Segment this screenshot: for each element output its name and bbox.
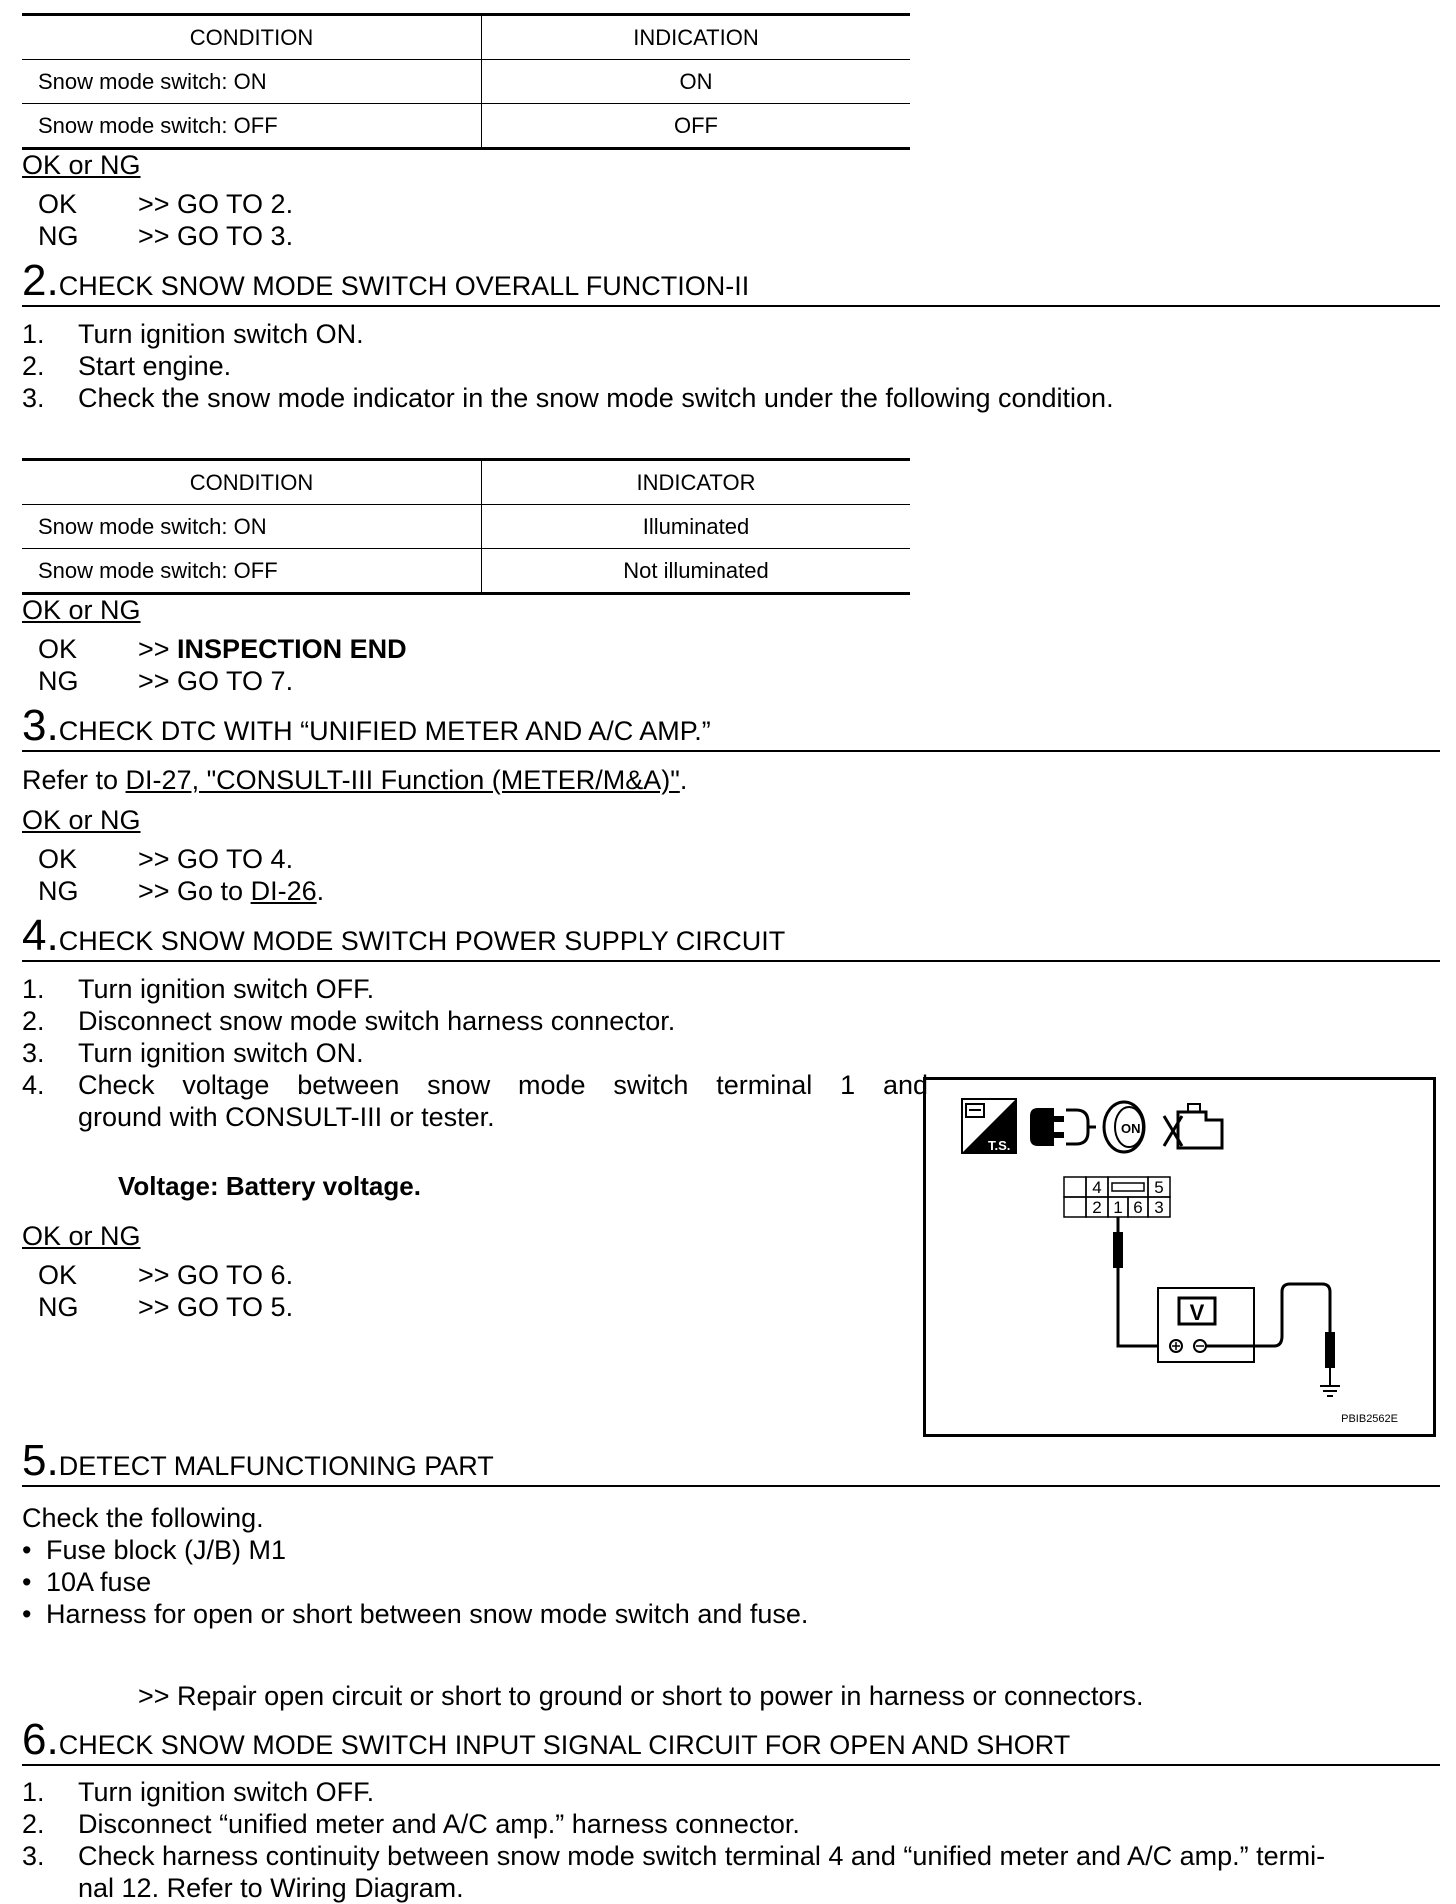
refer-line: Refer to DI-27, "CONSULT-III Function (METER/M&A)". bbox=[22, 765, 688, 795]
ts-icon bbox=[962, 1099, 1016, 1153]
svg-text:3: 3 bbox=[1154, 1198, 1164, 1217]
harness-connector bbox=[1064, 1177, 1170, 1217]
connector-icon bbox=[1030, 1108, 1096, 1146]
inspection-end: INSPECTION END bbox=[177, 634, 407, 664]
voltage-spec: Voltage: Battery voltage. bbox=[118, 1171, 421, 1201]
svg-text:2: 2 bbox=[1092, 1198, 1102, 1217]
ok-result: OK >> GO TO 4. bbox=[38, 844, 294, 874]
table-cell: Illuminated bbox=[482, 505, 911, 549]
step-number: 3. bbox=[22, 701, 59, 750]
ok-ng-label: OK or NG bbox=[22, 595, 141, 625]
table-header: INDICATION bbox=[482, 15, 911, 60]
ng-result: NG >> GO TO 5. bbox=[38, 1292, 294, 1322]
step-4-header bbox=[22, 912, 1440, 962]
ok-ng-label: OK or NG bbox=[22, 805, 141, 835]
svg-text:V: V bbox=[1189, 1300, 1205, 1325]
check-bullets bbox=[22, 1534, 808, 1630]
table-cell: Not illuminated bbox=[482, 549, 911, 594]
table-header: INDICATOR bbox=[482, 460, 911, 505]
list-item: • 10A fuse bbox=[22, 1567, 152, 1597]
check-intro: Check the following. bbox=[22, 1503, 264, 1533]
list-item: 1. Turn ignition switch OFF. bbox=[22, 974, 375, 1004]
step-title: CHECK SNOW MODE SWITCH POWER SUPPLY CIRCUIT bbox=[58, 926, 786, 956]
step-title: CHECK SNOW MODE SWITCH INPUT SIGNAL CIRCUIT FOR OPEN AND SHORT bbox=[58, 1730, 1071, 1760]
list-item: 1. Turn ignition switch OFF. bbox=[22, 1777, 375, 1807]
indication-table bbox=[22, 13, 910, 150]
list-item: • Harness for open or short between snow mode switch and fuse. bbox=[22, 1599, 809, 1629]
table-row bbox=[22, 60, 910, 104]
ng-result bbox=[38, 220, 293, 252]
ignition-on-icon bbox=[1104, 1102, 1144, 1152]
repair-action: >> Repair open circuit or short to ground or short to power in harness or connectors. bbox=[138, 1681, 1144, 1711]
consult-function-link[interactable]: DI-27, "CONSULT-III Function (METER/M&A)" bbox=[125, 765, 680, 795]
ng-action: >> GO TO 3. bbox=[138, 221, 294, 251]
figure-code: PBIB2562E bbox=[1341, 1413, 1398, 1425]
svg-text:1: 1 bbox=[1113, 1198, 1123, 1217]
table-row bbox=[22, 549, 910, 594]
ok-action: >> GO TO 2. bbox=[138, 189, 294, 219]
table-row bbox=[22, 505, 910, 549]
svg-text:T.S.: T.S. bbox=[988, 1138, 1011, 1153]
step-5-header bbox=[22, 1437, 1440, 1487]
svg-text:4: 4 bbox=[1092, 1178, 1102, 1197]
list-item: 2. Start engine. bbox=[22, 351, 232, 381]
svg-text:6: 6 bbox=[1133, 1198, 1143, 1217]
table-cell: ON bbox=[482, 60, 911, 104]
ok-result bbox=[38, 188, 293, 220]
list-item: 4. Check voltage between snow mode switch terminal 1 and ground with CONSULT-III or tester. bbox=[22, 1070, 928, 1132]
list-item: 3. Turn ignition switch ON. bbox=[22, 1038, 364, 1068]
step-title: CHECK SNOW MODE SWITCH OVERALL FUNCTION-II bbox=[58, 271, 750, 301]
ng-result: NG >> Go to DI-26. bbox=[38, 876, 325, 906]
step-3-header bbox=[22, 702, 1440, 752]
step-number: 6. bbox=[22, 1715, 59, 1764]
step-number: 4. bbox=[22, 911, 59, 960]
step-4-list bbox=[22, 973, 928, 1133]
step-6-header bbox=[22, 1716, 1440, 1766]
list-item: 2. Disconnect snow mode switch harness connector. bbox=[22, 1006, 676, 1036]
ok-key: OK bbox=[38, 189, 78, 219]
voltage-check-diagram bbox=[923, 1077, 1436, 1437]
indicator-table bbox=[22, 458, 910, 595]
list-item: 1. Turn ignition switch ON. bbox=[22, 319, 364, 349]
table-cell: Snow mode switch: OFF bbox=[22, 549, 482, 594]
voltmeter-icon bbox=[1158, 1288, 1254, 1362]
table-header: CONDITION bbox=[22, 15, 482, 60]
ok-ng-label: OK or NG bbox=[22, 150, 141, 180]
svg-text:ON: ON bbox=[1121, 1121, 1141, 1136]
step-6-list bbox=[22, 1776, 1325, 1904]
step-2-list bbox=[22, 318, 1114, 414]
list-item: 2. Disconnect “unified meter and A/C amp.” harness connector. bbox=[22, 1809, 800, 1839]
svg-text:5: 5 bbox=[1154, 1178, 1164, 1197]
table-header: CONDITION bbox=[22, 460, 482, 505]
step-number: 2. bbox=[22, 256, 59, 305]
ng-key: NG bbox=[38, 221, 79, 251]
table-cell: OFF bbox=[482, 104, 911, 149]
engine-off-icon bbox=[1164, 1104, 1222, 1148]
di-26-link[interactable]: DI-26 bbox=[250, 876, 317, 906]
table-cell: Snow mode switch: ON bbox=[22, 60, 482, 104]
ok-result: OK >> INSPECTION END bbox=[38, 634, 407, 664]
ok-result: OK >> GO TO 6. bbox=[38, 1260, 294, 1290]
step-2-header bbox=[22, 257, 1440, 307]
list-item: 3. Check the snow mode indicator in the snow mode switch under the following condition. bbox=[22, 383, 1114, 413]
table-cell: Snow mode switch: OFF bbox=[22, 104, 482, 149]
ground-icon bbox=[1320, 1386, 1340, 1396]
table-cell: Snow mode switch: ON bbox=[22, 505, 482, 549]
step-number: 5. bbox=[22, 1436, 59, 1485]
table-row bbox=[22, 104, 910, 149]
list-item: • Fuse block (J/B) M1 bbox=[22, 1535, 287, 1565]
list-item: 3. Check harness continuity between snow mode switch terminal 4 and “unified meter and A/C amp.” termi- nal 12. Refer to Wiring Diagram. bbox=[22, 1841, 1326, 1903]
ok-ng-label: OK or NG bbox=[22, 1221, 141, 1251]
step-title: DETECT MALFUNCTIONING PART bbox=[58, 1451, 494, 1481]
step-title: CHECK DTC WITH “UNIFIED METER AND A/C AMP.” bbox=[58, 716, 711, 746]
ng-result: NG >> GO TO 7. bbox=[38, 666, 294, 696]
